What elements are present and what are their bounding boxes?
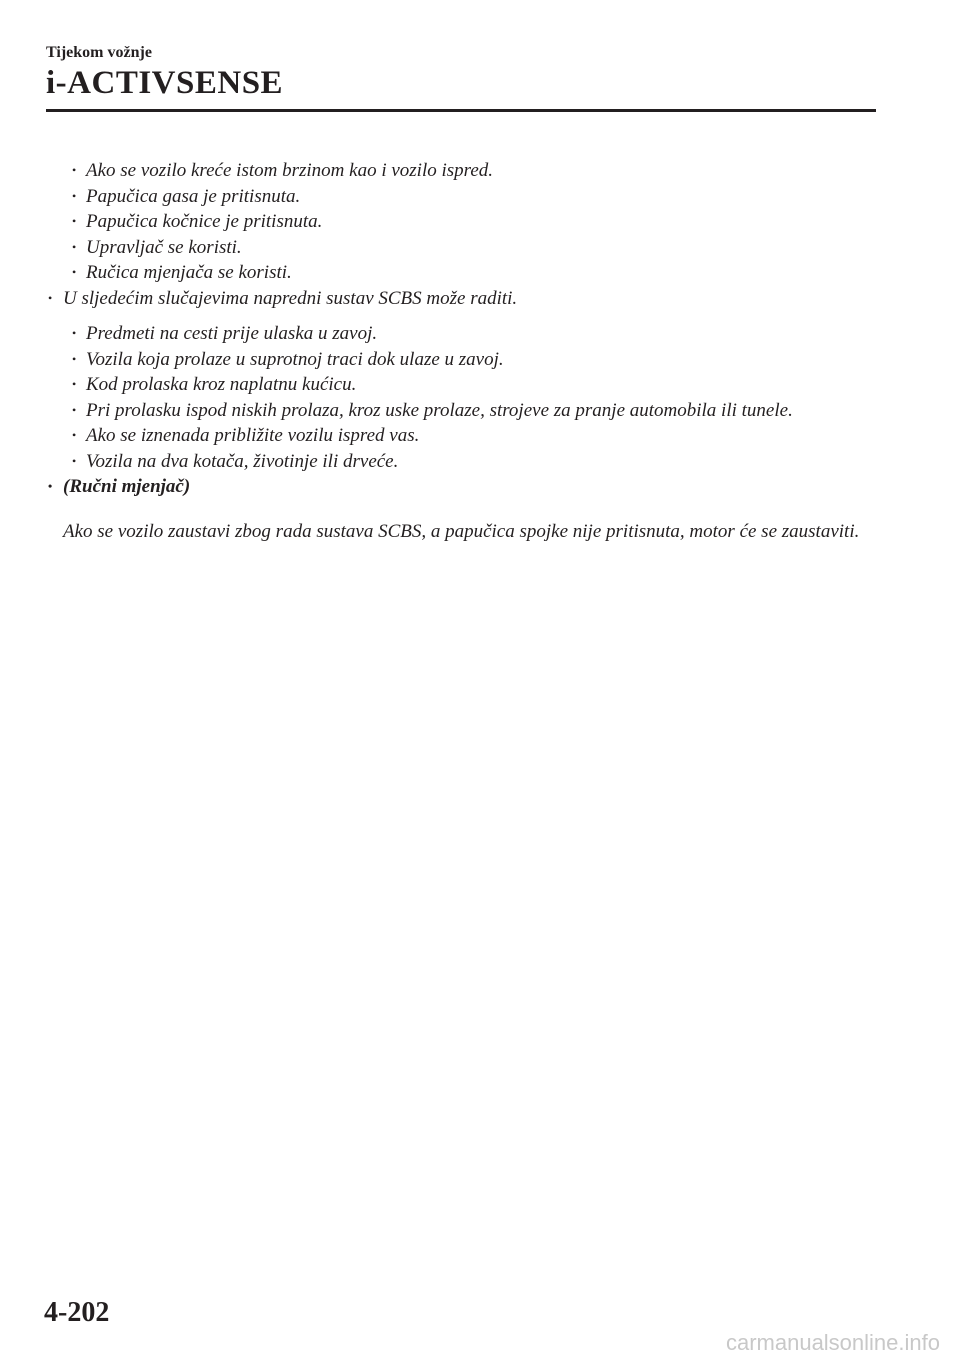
list-item-text: Ako se iznenada približite vozilu ispred vas. xyxy=(86,425,420,446)
bullet-icon: • xyxy=(72,377,77,391)
list-item xyxy=(0,347,876,373)
bullet-icon: • xyxy=(48,290,53,305)
bullet-icon: • xyxy=(48,479,53,493)
chapter-title: i-ACTIVSENSE xyxy=(46,65,284,101)
main-content xyxy=(0,158,900,563)
list-item xyxy=(0,423,876,449)
list-item-text: Predmeti na cesti prije ulaska u zavoj. xyxy=(86,323,378,344)
list-item xyxy=(0,474,900,500)
header-divider xyxy=(46,109,876,112)
bullet-icon: • xyxy=(72,188,77,203)
list-item-text: Upravljač se koristi. xyxy=(86,236,242,258)
list-item xyxy=(0,398,876,424)
bullet-icon: • xyxy=(72,453,77,468)
list-item xyxy=(0,235,876,261)
list-item-text: Vozila na dva kotača, životinje ili drveće. xyxy=(86,450,399,472)
bullet-icon: • xyxy=(72,214,77,228)
list-item xyxy=(0,286,900,312)
bullet-icon: • xyxy=(72,351,77,366)
list-item xyxy=(0,449,876,475)
bullet-icon: • xyxy=(72,239,77,254)
page-header xyxy=(46,44,876,102)
list-item xyxy=(0,372,876,398)
manual-transmission-text: Ako se vozilo zaustavi zbog rada sustava SCBS, a papučica spojke nije pritisnuta, motor će se zaustaviti. xyxy=(63,520,860,542)
manual-transmission-heading: (Ručni mjenjač) xyxy=(63,476,191,497)
list-item-text: Pri prolasku ispod niskih prolaza, kroz uske prolaze, strojeve za pranje automobila ili tunele. xyxy=(86,399,793,421)
list-item xyxy=(0,321,876,347)
list-item xyxy=(0,260,876,286)
list-item-text: Kod prolaska kroz naplatnu kućicu. xyxy=(86,374,357,395)
list-item-text: Papučica kočnice je pritisnuta. xyxy=(86,211,323,232)
spacer xyxy=(0,311,900,321)
list-item xyxy=(0,158,876,184)
list-item xyxy=(0,209,876,235)
list-item-text: Ako se vozilo kreće istom brzinom kao i vozilo ispred. xyxy=(86,160,494,181)
bullet-icon: • xyxy=(72,402,77,417)
bullet-icon: • xyxy=(72,428,77,442)
watermark: carmanualsonline.info xyxy=(725,1330,940,1355)
list-item-text: U sljedećim slučajevima napredni sustav SCBS može raditi. xyxy=(63,287,518,309)
section-label: Tijekom vožnje xyxy=(46,44,152,61)
list-item-text: Vozila koja prolaze u suprotnoj traci dok ulaze u zavoj. xyxy=(86,348,504,370)
page-number: 4-202 xyxy=(44,1297,110,1328)
bullet-icon: • xyxy=(72,265,77,279)
list-item-text: Papučica gasa je pritisnuta. xyxy=(86,185,301,207)
bullet-icon: • xyxy=(72,326,77,340)
list-item-text: Ručica mjenjača se koristi. xyxy=(86,262,292,283)
bullet-icon: • xyxy=(72,163,77,177)
list-item xyxy=(0,184,876,210)
